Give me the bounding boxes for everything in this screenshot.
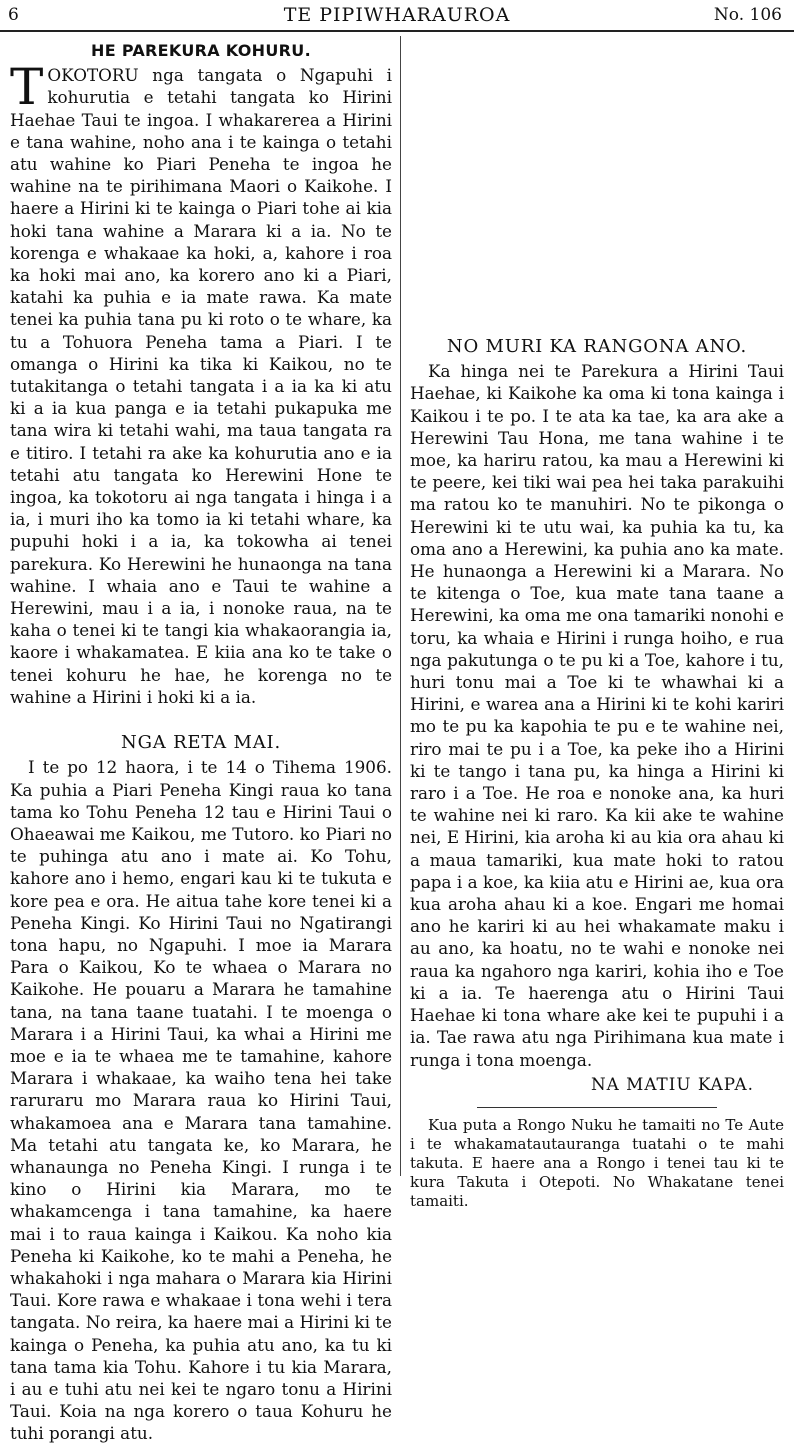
notice-divider <box>477 1107 717 1108</box>
right-column <box>410 40 784 1211</box>
article-body-no-muri: Ka hinga nei te Parekura a Hirini Taui Haehae, ki Kaikohe ka oma ki tona kainga i Kaikou i te po. I te ata ka tae, ka ara ake a Herewini Tau Hona, me tana wahine i te moe, ka hariru ratou, ka mau a Herewini ki te peere, kei tiki wai pea hei taka parakuihi ma ratou ko te manuhiri. No te pikonga o Herewini ki te utu wai, ka puhia ka tu, ka oma ano a Herewini, ka puhia ano ka mate. He hunaonga a Herewini ki a Marara. No te kitenga o Toe, kua mate tana taane a Herewini, ka oma me ona tamariki nonohi e toru, ka whaia e Hirini i runga hoiho, e rua nga pakutunga o te pu ki a Toe, kahore i tu, huri tonu mai a Toe ki te whawhai ki a Hirini, e warea ana a Hirini ki te kohi kariri mo te pu ka kapohia te pu e te wahine nei, riro mai te pu i a Toe, ka peke iho a Hirini ki te tango i tana pu, ka hinga a Hirini ki raro i a Toe. He roa e nonoke ana, ka huri te wahine nei ki raro. Ka kii ake te wahine nei, E Hirini, kia aroha ki au kia ora ahau ki a maua tamariki, kua mate hoki to ratou papa i a koe, ka kiia atu e Hirini ae, kua ora kua aroha ahau ki a koe. Engari me homai ano he kariri ki au hei whakamate maku i au ano, ka hoatu, no te wahi e nonoke nei raua ka ngahoro nga kariri, kohia iho e Toe ki a ia. Te haerenga atu o Hirini Taui Haehae ki tona whare ake kei te pupuhi i a ia. Tae rawa atu nga Pirihimana kua mate i runga i tona moenga. <box>410 361 784 1070</box>
drop-cap: T <box>10 58 44 117</box>
newspaper-title: TE PIPIWHARAUROA <box>283 4 511 26</box>
article-signature: NA MATIU KAPA. <box>591 1073 754 1094</box>
issue-number: No. 106 <box>713 5 782 25</box>
article-title-parekura: HE PAREKURA KOHURU. <box>91 41 311 60</box>
left-column <box>10 40 392 1445</box>
page-header <box>0 0 794 32</box>
article-title-no-muri: NO MURI KA RANGONA ANO. <box>446 336 748 357</box>
article-title-nga-reta: NGA RETA MAI. <box>121 732 281 754</box>
column-divider <box>400 36 401 1176</box>
article-body-nga-reta: I te po 12 haora, i te 14 o Tihema 1906. Ka puhia a Piari Peneha Kingi raua ko tana tama ko Tohu Peneha 12 tau e Hirini Taui o Ohaeawai me Kaikou, me Tutoro. ko Piari no te puhinga atu ano i mate ai. Ko Tohu, kahore ano i hemo, engari kau ki te tukuta e kore pea e ora. He aitua tahe kore tenei ki a Peneha Kingi. Ko Hirini Taui no Ngatirangi tona hapu, no Ngapuhi. I moe ia Marara Para o Kaikou, Ko te whaea o Marara no Kaikohe. He pouaru a Marara he tamahine tana, na tana taane tuatahi. I te moenga o Marara i a Hirini Taui, ka whai a Hirini me moe e ia te whaea me te tamahine, kahore Marara i whakaae, ka waiho tena hei take raruraru mo Marara raua ko Hirini Taui, whakamoea ana e Marara tana tamahine. Ma tetahi atu tangata ke, ko Marara, he whanaunga no Peneha Kingi. I runga i te kino o Hirini kia Marara, mo te whakamcenga i tana tamahine, ka haere mai i to raua kainga i Kaikou. Ka noho kia Peneha ki Kaikohe, ko te mahi a Peneha, he whakahoki i nga mahara o Marara kia Hirini Taui. Kore rawa e whakaae i tona wehi i tera tangata. No reira, ka haere mai a Hirini ki te kainga o Peneha, ka puhia atu ano, ka tu ki tana tama kia Tohu. Kahore i tu kia Marara, i au e tuhi atu nei kei te ngaro tonu a Hirini Taui. Koia na nga korero o taua Kohuru he tuhi porangi atu. <box>10 757 392 1444</box>
article-body-parekura-text: OKOTORU nga tangata o Ngapuhi i kohurutia e tetahi tangata ko Hirini Haehae Taui te ingoa. I whakarerea a Hirini e tana wahine, noho ana i te kainga o tetahi atu wahine ko Piari Peneha te ingoa he wahine na te pirihimana Maori o Kaikohe. I haere a Hirini ki te kainga o Piari tohe ai kia hoki tana wahine a Marara ki a ia. No te korenga e whakaae ka hoki, a, kahore i roa ka hoki mai ano, ka korero ano ki a Piari, katahi ka puhia e ia mate rawa. Ka mate tenei ka puhia tana pu ki roto o te whare, ka tu a Tohuora Peneha tama a Piari. I te omanga o Hirini ka tika ki Kaikou, no te tutakitanga o tetahi tangata i a ia ka ki atu ki a ia kua panga e ia tetahi pukapuka me tana wira ki tetahi wahi, ma taua tangata ra e titiro. I tetahi ra ake ka kohurutia ano e ia tetahi atu tangata ko Herewini Hone te ingoa, ka tokotoru ai nga tangata i hinga i a ia, i muri iho ka tomo ia ki tetahi whare, ka pupuhi hoki i a ia, ka tokowha ai tenei parekura. Ko Herewini he hunaonga na tana wahine. I whaia ano e Taui te wahine a Herewini, mau i a ia, i nonoke raua, na te kaha o tenei ki te tangi kia whakaorangia ia, kaore i whakamatea. E kiia ana ko te take o tenei kohuru he hae, he korenga no te wahine a Hirini i hoki ki a ia. <box>10 65 392 707</box>
article-body-parekura <box>10 58 392 708</box>
page-number: 6 <box>8 5 19 25</box>
notice-rongo-nuku: Kua puta a Rongo Nuku he tamaiti no Te Aute i te whakamatautauranga tuatahi o te mahi takuta. E haere ana a Rongo i tenei tau ki te kura Takuta i Otepoti. No Whakatane tenei tamaiti. <box>410 1115 784 1210</box>
